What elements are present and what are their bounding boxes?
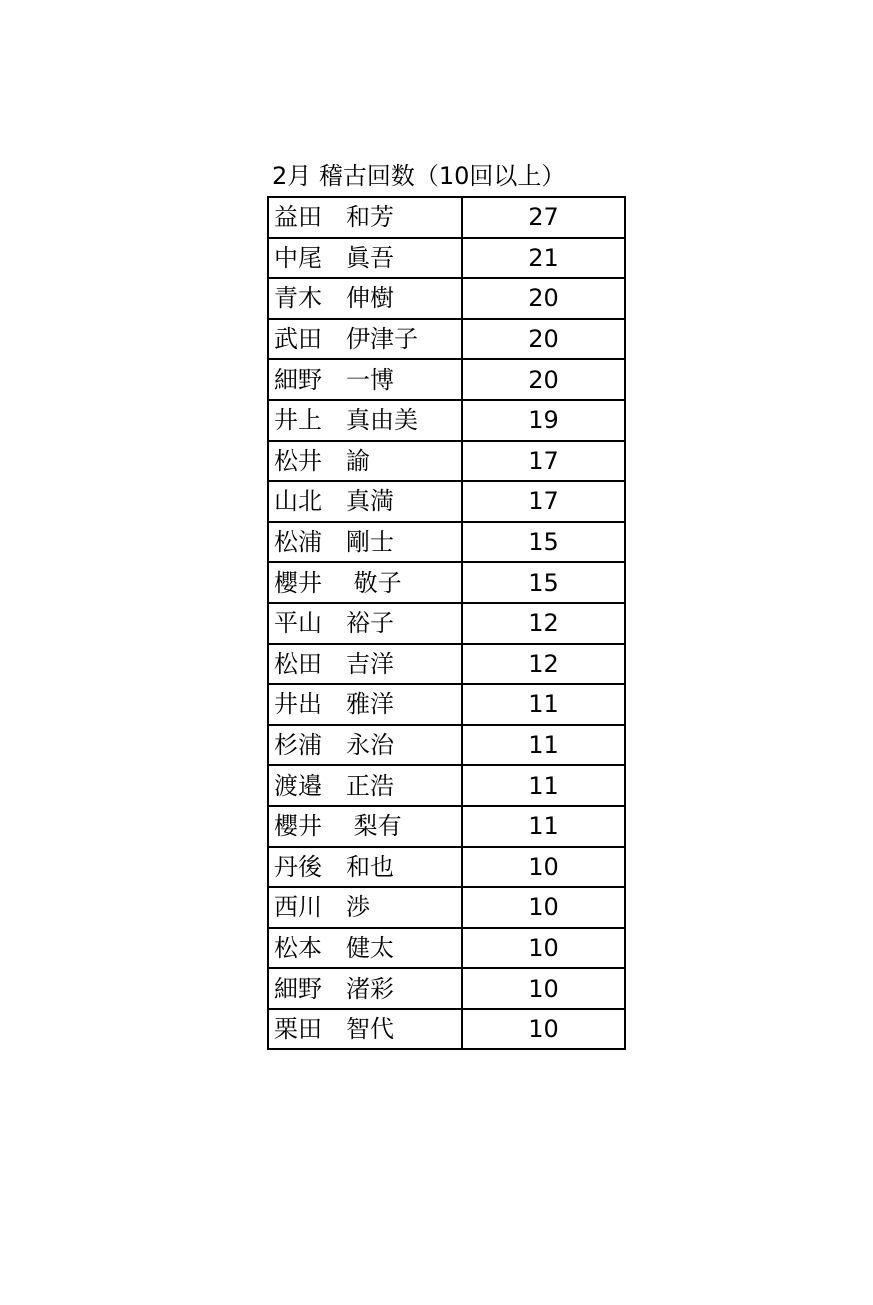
practice-count: 20 [462,319,625,360]
table-row [268,400,625,441]
member-name: 杉浦 永治 [268,725,462,766]
member-name: 丹後 和也 [268,847,462,888]
table-row [268,197,625,238]
practice-count: 10 [462,1009,625,1050]
table-row [268,441,625,482]
member-name: 細野 渚彩 [268,968,462,1009]
page-title: 2月 稽古回数（10回以上） [272,162,566,190]
table-row [268,968,625,1009]
table-row [268,319,625,360]
table-row [268,562,625,603]
practice-count: 12 [462,644,625,685]
practice-count: 20 [462,278,625,319]
practice-count: 17 [462,481,625,522]
table-row [268,481,625,522]
practice-count: 27 [462,197,625,238]
member-name: 櫻井 梨有 [268,806,462,847]
member-name: 平山 裕子 [268,603,462,644]
table-row [268,603,625,644]
table-row [268,725,625,766]
table-row [268,644,625,685]
member-name: 細野 一博 [268,359,462,400]
table-row [268,887,625,928]
practice-count: 11 [462,725,625,766]
member-name: 松井 諭 [268,441,462,482]
table-row [268,238,625,279]
member-name: 松本 健太 [268,928,462,969]
practice-count: 10 [462,968,625,1009]
table-row [268,847,625,888]
practice-count: 15 [462,562,625,603]
practice-count: 15 [462,522,625,563]
member-name: 山北 真満 [268,481,462,522]
table-row [268,359,625,400]
practice-count: 21 [462,238,625,279]
practice-count: 10 [462,847,625,888]
practice-count: 17 [462,441,625,482]
practice-count: 19 [462,400,625,441]
table-body [268,197,625,1049]
member-name: 井出 雅洋 [268,684,462,725]
member-name: 益田 和芳 [268,197,462,238]
member-name: 中尾 眞吾 [268,238,462,279]
practice-count: 10 [462,887,625,928]
member-name: 松浦 剛士 [268,522,462,563]
table-row [268,1009,625,1050]
practice-count: 11 [462,806,625,847]
table-row [268,928,625,969]
table-row [268,765,625,806]
practice-count: 10 [462,928,625,969]
member-name: 松田 吉洋 [268,644,462,685]
practice-count: 12 [462,603,625,644]
table-row [268,278,625,319]
member-name: 櫻井 敬子 [268,562,462,603]
table-row [268,684,625,725]
member-name: 青木 伸樹 [268,278,462,319]
table-row [268,522,625,563]
practice-count: 11 [462,765,625,806]
member-name: 西川 渉 [268,887,462,928]
member-name: 栗田 智代 [268,1009,462,1050]
table-row [268,806,625,847]
practice-count: 20 [462,359,625,400]
practice-count-table [267,196,626,1050]
member-name: 武田 伊津子 [268,319,462,360]
member-name: 渡邉 正浩 [268,765,462,806]
member-name: 井上 真由美 [268,400,462,441]
practice-count: 11 [462,684,625,725]
